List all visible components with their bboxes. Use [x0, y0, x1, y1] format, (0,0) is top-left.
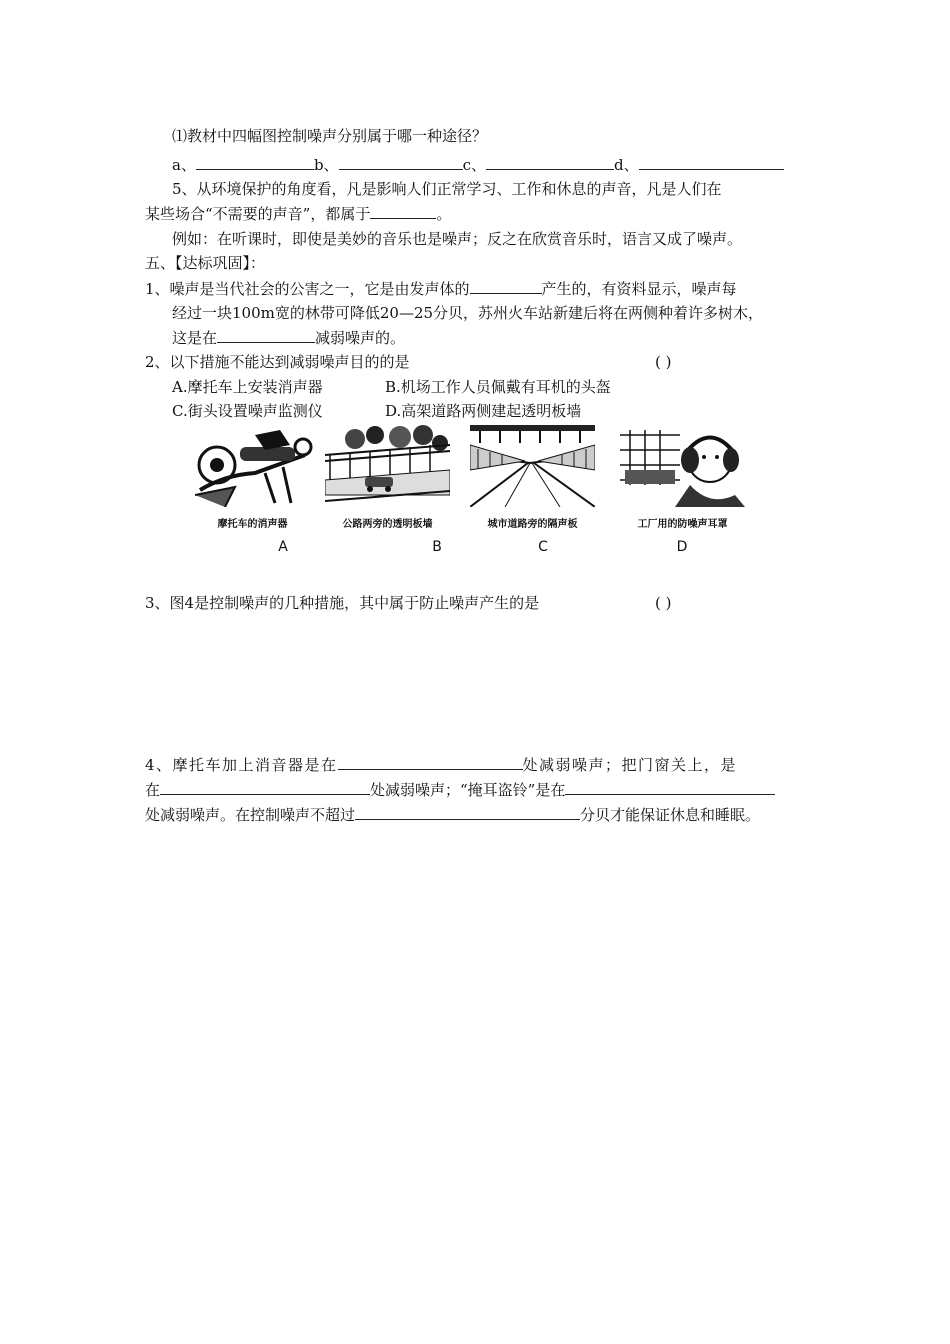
blank-a[interactable] — [196, 154, 314, 170]
item5-line1: 5、从环境保护的角度看，凡是影响人们正常学习、工作和休息的声音，凡是人们在 — [172, 180, 722, 198]
road-transparent-wall-illustration — [325, 425, 450, 507]
q4-line1 — [145, 754, 737, 775]
motorcycle-muffler-illustration — [195, 425, 320, 507]
noise-definition-blank[interactable] — [370, 203, 436, 219]
textbook-question: ⑴教材中四幅图控制噪声分别属于哪一种途径？ — [172, 127, 488, 145]
q2-stem: 2、以下措施不能达到减弱噪声目的的是 — [145, 353, 410, 371]
q1-blank-source[interactable] — [470, 278, 542, 294]
q2-answer-paren[interactable]: ( ) — [655, 353, 672, 371]
q2-option-c: C.街头设置噪声监测仪 — [172, 402, 323, 420]
q3-answer-paren[interactable]: ( ) — [655, 594, 672, 612]
path-blanks-line — [172, 154, 784, 175]
q4-blank-muffler[interactable] — [338, 754, 523, 770]
q1-line3 — [172, 327, 405, 348]
figure-letter-b: B — [432, 539, 442, 555]
q2-option-b: B.机场工作人员佩戴有耳机的头盔 — [385, 378, 611, 396]
q4-blank-window[interactable] — [160, 779, 370, 795]
q4-line2-b: 处减弱噪声；“掩耳盗铃”是在 — [370, 781, 566, 799]
factory-earmuff-illustration — [620, 425, 745, 507]
q4-blank-decibel[interactable] — [355, 804, 580, 820]
item5-line2 — [145, 203, 451, 224]
caption-c: 城市道路旁的隔声板 — [487, 519, 578, 530]
section5-title: 五、【达标巩固】： — [145, 254, 266, 272]
q4-line3-b: 分贝才能保证休息和睡眠。 — [580, 806, 761, 824]
item5-line2-text: 某些场合“不需要的声音”，都属于 — [145, 205, 371, 223]
q4-line1-b: 处减弱噪声；把门窗关上，是 — [522, 756, 738, 774]
item5-line2-end: 。 — [436, 205, 452, 223]
caption-d: 工厂用的防噪声耳罩 — [637, 519, 728, 530]
caption-a: 摩托车的消声器 — [217, 519, 288, 530]
blank-c[interactable] — [486, 154, 614, 170]
figure-letter-d: D — [676, 539, 688, 555]
q2-option-a: A.摩托车上安装消声器 — [172, 378, 323, 396]
q4-line2 — [145, 779, 775, 800]
q4-blank-ear[interactable] — [565, 779, 775, 795]
q1-line1 — [145, 278, 737, 299]
noise-control-figure — [190, 425, 750, 560]
q4-line1-a: 4、摩托车加上消音器是在 — [145, 756, 338, 774]
label-c: c、 — [462, 156, 486, 174]
q3-stem: 3、图4是控制噪声的几种措施，其中属于防止噪声产生的是 — [145, 594, 540, 612]
label-a: a、 — [172, 156, 196, 174]
q4-line2-a: 在 — [145, 781, 161, 799]
q1-line1-b: 产生的，有资料显示，噪声每 — [541, 280, 737, 298]
figure-letter-c: C — [538, 539, 548, 555]
q1-line3-b: 减弱噪声的。 — [315, 329, 406, 347]
figure-letter-a: A — [278, 539, 288, 555]
q4-line3-a: 处减弱噪声。在控制噪声不超过 — [145, 806, 356, 824]
caption-b: 公路两旁的透明板墙 — [342, 519, 433, 530]
q2-option-d: D.高架道路两侧建起透明板墙 — [385, 402, 582, 420]
blank-d[interactable] — [639, 154, 784, 170]
label-d: d、 — [613, 156, 639, 174]
item5-example: 例如：在听课时，即使是美妙的音乐也是噪声；反之在欣赏音乐时，语言又成了噪声。 — [172, 230, 743, 248]
q1-blank-path[interactable] — [217, 327, 315, 343]
label-b: b、 — [313, 156, 339, 174]
city-road-sound-barrier-illustration — [470, 425, 595, 507]
q4-line3 — [145, 804, 760, 825]
blank-b[interactable] — [339, 154, 463, 170]
q1-line3-a: 这是在 — [172, 329, 218, 347]
q1-line2: 经过一块100m宽的林带可降低20—25分贝，苏州火车站新建后将在两侧种着许多树木， — [172, 304, 764, 322]
q1-line1-a: 1、噪声是当代社会的公害之一，它是由发声体的 — [145, 280, 470, 298]
